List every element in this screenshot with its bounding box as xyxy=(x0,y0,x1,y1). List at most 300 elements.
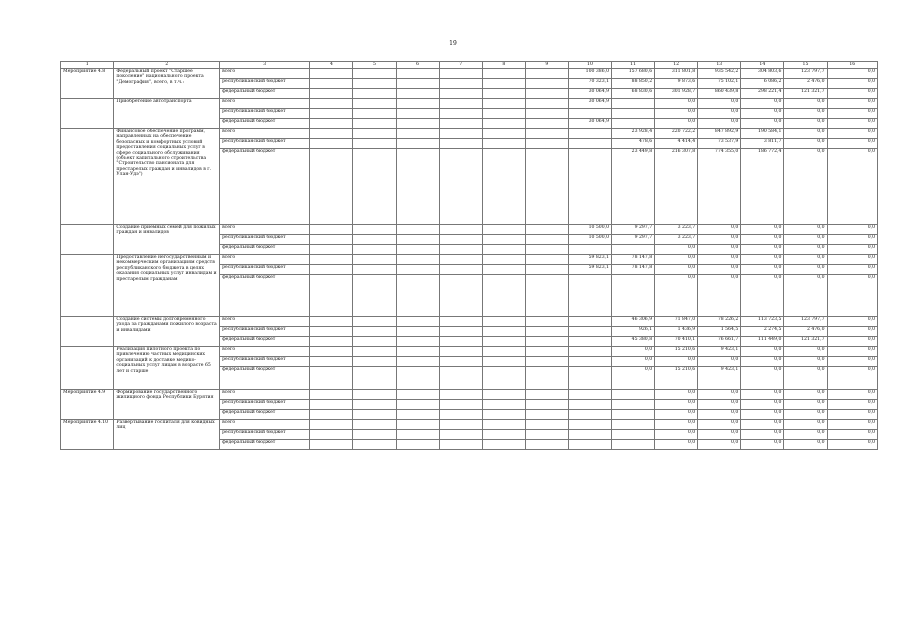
empty-cell xyxy=(310,89,353,99)
measure-name-cell: Развертывание госпиталя для ковидных лиц xyxy=(114,420,220,450)
funding-source-cell: республиканский бюджет xyxy=(220,139,310,149)
measure-name-cell: Реализация пилотного проекта по привлечению частных медицинских организаций к доставке медико-социальных услуг лицам в возрасте 65 лет и старше xyxy=(114,347,220,390)
value-cell: 0,0 xyxy=(698,235,741,245)
value-cell: 0,0 xyxy=(784,235,827,245)
empty-cell xyxy=(525,225,568,235)
value-cell: 0,0 xyxy=(741,245,784,255)
header-cell: 12 xyxy=(655,62,698,69)
empty-cell xyxy=(525,109,568,119)
value-cell: 10 500,0 xyxy=(568,225,611,235)
value-cell: 0,0 xyxy=(784,420,827,430)
value-cell: 0,0 xyxy=(655,410,698,420)
value-cell: 0,0 xyxy=(784,357,827,367)
empty-cell xyxy=(310,99,353,109)
funding-source-cell: республиканский бюджет xyxy=(220,327,310,337)
empty-cell xyxy=(482,347,525,357)
funding-source-cell: всего xyxy=(220,99,310,109)
value-cell: 10 500,0 xyxy=(568,235,611,245)
empty-cell xyxy=(310,149,353,225)
value-cell: 0,0 xyxy=(612,347,655,357)
value-cell xyxy=(612,245,655,255)
table-row xyxy=(61,99,878,109)
value-cell: 847 892,9 xyxy=(698,129,741,139)
value-cell: 0,0 xyxy=(784,99,827,109)
header-cell: 9 xyxy=(525,62,568,69)
empty-cell xyxy=(353,149,396,225)
empty-cell xyxy=(525,255,568,265)
empty-cell xyxy=(525,275,568,317)
empty-cell xyxy=(525,69,568,79)
value-cell: 15 210,6 xyxy=(655,347,698,357)
value-cell: 0,0 xyxy=(655,275,698,317)
measure-number-cell xyxy=(61,347,114,390)
empty-cell xyxy=(482,420,525,430)
value-cell: 0,0 xyxy=(827,327,878,337)
empty-cell xyxy=(396,275,439,317)
funding-source-cell: всего xyxy=(220,69,310,79)
value-cell: 0,0 xyxy=(741,255,784,265)
empty-cell xyxy=(396,119,439,129)
empty-cell xyxy=(525,390,568,400)
empty-cell xyxy=(353,235,396,245)
value-cell: 78 147,8 xyxy=(612,255,655,265)
table-row xyxy=(61,347,878,357)
value-cell: 0,0 xyxy=(827,430,878,440)
page-number: 19 xyxy=(449,40,457,47)
empty-cell xyxy=(525,245,568,255)
empty-cell xyxy=(396,89,439,99)
value-cell: 76 661,7 xyxy=(698,337,741,347)
value-cell: 0,0 xyxy=(784,275,827,317)
value-cell: 73 537,9 xyxy=(698,139,741,149)
value-cell xyxy=(568,129,611,139)
value-cell: 0,0 xyxy=(741,99,784,109)
value-cell: 0,0 xyxy=(698,275,741,317)
table-row xyxy=(61,317,878,327)
value-cell: 0,0 xyxy=(827,390,878,400)
value-cell xyxy=(568,245,611,255)
empty-cell xyxy=(439,119,482,129)
empty-cell xyxy=(482,119,525,129)
measure-name-cell: Финансовое обеспечение программ, направленных на обеспечение безопасных и комфортных условий предоставления социальных услуг в сфере социального обслуживания (объект капитального строительства "Строительство пансионата для престарелых граждан и инвалидов в г. Улан-Удэ") xyxy=(114,129,220,225)
value-cell xyxy=(568,410,611,420)
empty-cell xyxy=(439,430,482,440)
empty-cell xyxy=(396,139,439,149)
header-cell: 1 xyxy=(61,62,114,69)
empty-cell xyxy=(525,317,568,327)
empty-cell xyxy=(353,400,396,410)
empty-cell xyxy=(353,129,396,139)
value-cell: 0,0 xyxy=(655,440,698,450)
empty-cell xyxy=(439,255,482,265)
empty-cell xyxy=(525,139,568,149)
empty-cell xyxy=(310,255,353,265)
value-cell: 0,0 xyxy=(698,400,741,410)
empty-cell xyxy=(439,265,482,275)
empty-cell xyxy=(482,255,525,265)
empty-cell xyxy=(310,109,353,119)
value-cell: 0,0 xyxy=(655,109,698,119)
funding-source-cell: республиканский бюджет xyxy=(220,235,310,245)
value-cell: 123 797,7 xyxy=(784,317,827,327)
empty-cell xyxy=(525,357,568,367)
empty-cell xyxy=(482,225,525,235)
value-cell xyxy=(612,390,655,400)
empty-cell xyxy=(396,225,439,235)
empty-cell xyxy=(482,79,525,89)
header-cell: 3 xyxy=(220,62,310,69)
value-cell: 6 086,2 xyxy=(741,79,784,89)
value-cell: 0,0 xyxy=(827,225,878,235)
value-cell: 0,0 xyxy=(784,129,827,139)
value-cell: 9 873,6 xyxy=(655,79,698,89)
empty-cell xyxy=(396,327,439,337)
value-cell: 298 221,4 xyxy=(741,89,784,99)
value-cell: 0,0 xyxy=(784,119,827,129)
empty-cell xyxy=(525,99,568,109)
value-cell: 0,0 xyxy=(698,245,741,255)
value-cell: 0,0 xyxy=(784,265,827,275)
empty-cell xyxy=(353,420,396,430)
value-cell xyxy=(612,430,655,440)
header-cell: 7 xyxy=(439,62,482,69)
measure-number-cell xyxy=(61,99,114,129)
value-cell: 0,0 xyxy=(784,367,827,390)
empty-cell xyxy=(396,440,439,450)
empty-cell xyxy=(396,400,439,410)
empty-cell xyxy=(525,410,568,420)
empty-cell xyxy=(353,357,396,367)
value-cell: 0,0 xyxy=(612,357,655,367)
value-cell: 0,0 xyxy=(827,357,878,367)
value-cell: 0,0 xyxy=(784,400,827,410)
empty-cell xyxy=(525,337,568,347)
empty-cell xyxy=(525,420,568,430)
funding-source-cell: республиканский бюджет xyxy=(220,109,310,119)
empty-cell xyxy=(439,420,482,430)
table-row xyxy=(61,390,878,400)
empty-cell xyxy=(482,235,525,245)
value-cell: 46 306,9 xyxy=(612,317,655,327)
value-cell: 216 307,8 xyxy=(655,149,698,225)
measure-number-cell xyxy=(61,129,114,225)
empty-cell xyxy=(353,89,396,99)
empty-cell xyxy=(396,317,439,327)
value-cell: 0,0 xyxy=(655,265,698,275)
empty-cell xyxy=(482,275,525,317)
value-cell: 70 323,1 xyxy=(568,79,611,89)
value-cell: 9 297,7 xyxy=(612,235,655,245)
empty-cell xyxy=(525,119,568,129)
value-cell: 23 449,8 xyxy=(612,149,655,225)
value-cell: 0,0 xyxy=(698,265,741,275)
value-cell xyxy=(612,400,655,410)
empty-cell xyxy=(310,327,353,337)
value-cell: 0,0 xyxy=(784,149,827,225)
empty-cell xyxy=(396,347,439,357)
empty-cell xyxy=(310,69,353,79)
value-cell: 0,0 xyxy=(698,357,741,367)
value-cell: 0,0 xyxy=(655,400,698,410)
value-cell: 0,0 xyxy=(612,367,655,390)
value-cell: 0,0 xyxy=(741,225,784,235)
funding-source-cell: федеральный бюджет xyxy=(220,275,310,317)
value-cell: 0,0 xyxy=(741,347,784,357)
value-cell xyxy=(568,327,611,337)
empty-cell xyxy=(353,327,396,337)
funding-source-cell: республиканский бюджет xyxy=(220,265,310,275)
empty-cell xyxy=(525,367,568,390)
empty-cell xyxy=(439,79,482,89)
value-cell: 0,0 xyxy=(655,357,698,367)
empty-cell xyxy=(353,410,396,420)
empty-cell xyxy=(310,235,353,245)
value-cell: 0,0 xyxy=(698,119,741,129)
value-cell: 301 928,7 xyxy=(655,89,698,99)
value-cell: 478,6 xyxy=(612,139,655,149)
value-cell: 0,0 xyxy=(784,255,827,265)
empty-cell xyxy=(396,367,439,390)
empty-cell xyxy=(482,109,525,119)
funding-source-cell: республиканский бюджет xyxy=(220,400,310,410)
budget-table xyxy=(60,61,878,450)
empty-cell xyxy=(439,317,482,327)
empty-cell xyxy=(310,420,353,430)
value-cell: 0,0 xyxy=(827,367,878,390)
empty-cell xyxy=(396,149,439,225)
value-cell xyxy=(568,109,611,119)
value-cell: 23 928,4 xyxy=(612,129,655,139)
header-cell: 11 xyxy=(612,62,655,69)
table-row xyxy=(61,255,878,265)
empty-cell xyxy=(310,265,353,275)
empty-cell xyxy=(482,89,525,99)
empty-cell xyxy=(525,89,568,99)
header-cell: 2 xyxy=(114,62,220,69)
value-cell: 59 823,1 xyxy=(568,265,611,275)
empty-cell xyxy=(482,390,525,400)
empty-cell xyxy=(396,235,439,245)
value-cell: 0,0 xyxy=(784,440,827,450)
funding-source-cell: всего xyxy=(220,390,310,400)
value-cell: 0,0 xyxy=(655,245,698,255)
value-cell: 111 449,0 xyxy=(741,337,784,347)
measure-name-cell: Федеральный проект "Старшее поколение" национального проекта "Демография", всего, в т.ч.: xyxy=(114,69,220,99)
empty-cell xyxy=(439,400,482,410)
value-cell: 0,0 xyxy=(741,440,784,450)
empty-cell xyxy=(310,317,353,327)
header-cell: 15 xyxy=(784,62,827,69)
empty-cell xyxy=(396,337,439,347)
value-cell: 0,0 xyxy=(827,99,878,109)
empty-cell xyxy=(353,367,396,390)
value-cell: 0,0 xyxy=(655,255,698,265)
value-cell: 2 274,5 xyxy=(741,327,784,337)
value-cell: 70 410,1 xyxy=(655,337,698,347)
value-cell: 0,0 xyxy=(827,245,878,255)
measure-number-cell xyxy=(61,225,114,255)
value-cell: 0,0 xyxy=(827,129,878,139)
funding-source-cell: республиканский бюджет xyxy=(220,430,310,440)
empty-cell xyxy=(439,139,482,149)
empty-cell xyxy=(482,367,525,390)
empty-cell xyxy=(525,235,568,245)
empty-cell xyxy=(310,119,353,129)
value-cell: 0,0 xyxy=(827,347,878,357)
value-cell: 2 476,0 xyxy=(784,79,827,89)
value-cell xyxy=(612,119,655,129)
empty-cell xyxy=(482,99,525,109)
funding-source-cell: всего xyxy=(220,129,310,139)
funding-source-cell: всего xyxy=(220,347,310,357)
value-cell xyxy=(612,109,655,119)
empty-cell xyxy=(353,255,396,265)
empty-cell xyxy=(353,265,396,275)
header-cell: 10 xyxy=(568,62,611,69)
empty-cell xyxy=(353,275,396,317)
empty-cell xyxy=(439,327,482,337)
value-cell: 123 797,7 xyxy=(784,69,827,79)
empty-cell xyxy=(439,69,482,79)
value-cell: 1 564,5 xyxy=(698,327,741,337)
empty-cell xyxy=(439,129,482,139)
value-cell: 113 723,5 xyxy=(741,317,784,327)
value-cell: 0,0 xyxy=(784,245,827,255)
measure-name-cell: Предоставление негосударственным и некоммерческим организациям средств республиканского бюджета в целях оказания социальных услуг инвалидам и престарелым гражданам xyxy=(114,255,220,317)
value-cell xyxy=(568,430,611,440)
value-cell: 926,1 xyxy=(612,327,655,337)
measure-name-cell: Создание системы долговременного ухода за гражданами пожилого возраста и инвалидами xyxy=(114,317,220,347)
value-cell xyxy=(612,440,655,450)
funding-source-cell: федеральный бюджет xyxy=(220,89,310,99)
empty-cell xyxy=(310,390,353,400)
value-cell: 30 064,9 xyxy=(568,89,611,99)
empty-cell xyxy=(439,109,482,119)
value-cell: 0,0 xyxy=(741,367,784,390)
value-cell xyxy=(568,390,611,400)
funding-source-cell: всего xyxy=(220,255,310,265)
value-cell: 3 223,7 xyxy=(655,225,698,235)
value-cell xyxy=(568,367,611,390)
value-cell: 0,0 xyxy=(827,89,878,99)
funding-source-cell: федеральный бюджет xyxy=(220,119,310,129)
value-cell: 0,0 xyxy=(827,265,878,275)
value-cell xyxy=(612,275,655,317)
empty-cell xyxy=(353,245,396,255)
table-row xyxy=(61,225,878,235)
empty-cell xyxy=(396,129,439,139)
empty-cell xyxy=(525,129,568,139)
empty-cell xyxy=(482,440,525,450)
empty-cell xyxy=(482,317,525,327)
empty-cell xyxy=(525,440,568,450)
value-cell: 0,0 xyxy=(698,420,741,430)
empty-cell xyxy=(482,149,525,225)
empty-cell xyxy=(310,357,353,367)
value-cell: 0,0 xyxy=(784,410,827,420)
value-cell: 304 803,6 xyxy=(741,69,784,79)
funding-source-cell: федеральный бюджет xyxy=(220,149,310,225)
value-cell: 220 722,2 xyxy=(655,129,698,139)
value-cell: 0,0 xyxy=(741,420,784,430)
empty-cell xyxy=(353,139,396,149)
table-row xyxy=(61,420,878,430)
funding-source-cell: республиканский бюджет xyxy=(220,357,310,367)
value-cell xyxy=(568,337,611,347)
empty-cell xyxy=(482,139,525,149)
empty-cell xyxy=(353,69,396,79)
empty-cell xyxy=(353,390,396,400)
value-cell: 2 476,0 xyxy=(784,327,827,337)
value-cell: 0,0 xyxy=(741,390,784,400)
header-cell: 5 xyxy=(353,62,396,69)
value-cell xyxy=(568,440,611,450)
value-cell: 0,0 xyxy=(827,119,878,129)
empty-cell xyxy=(396,390,439,400)
empty-cell xyxy=(310,440,353,450)
empty-cell xyxy=(482,69,525,79)
value-cell: 9 423,1 xyxy=(698,367,741,390)
empty-cell xyxy=(439,149,482,225)
empty-cell xyxy=(310,430,353,440)
empty-cell xyxy=(439,367,482,390)
funding-source-cell: федеральный бюджет xyxy=(220,410,310,420)
value-cell: 0,0 xyxy=(698,390,741,400)
empty-cell xyxy=(310,129,353,139)
value-cell xyxy=(612,420,655,430)
empty-cell xyxy=(353,79,396,89)
value-cell: 45 380,8 xyxy=(612,337,655,347)
empty-cell xyxy=(396,109,439,119)
empty-cell xyxy=(396,420,439,430)
value-cell: 0,0 xyxy=(655,390,698,400)
value-cell: 0,0 xyxy=(741,109,784,119)
empty-cell xyxy=(396,430,439,440)
measure-number-cell: Мероприятие 4.9 xyxy=(61,390,114,420)
value-cell: 88 850,2 xyxy=(612,79,655,89)
value-cell: 0,0 xyxy=(784,390,827,400)
value-cell: 0,0 xyxy=(827,275,878,317)
value-cell: 0,0 xyxy=(698,109,741,119)
value-cell xyxy=(568,420,611,430)
value-cell: 0,0 xyxy=(827,149,878,225)
empty-cell xyxy=(525,149,568,225)
empty-cell xyxy=(525,79,568,89)
funding-source-cell: федеральный бюджет xyxy=(220,245,310,255)
value-cell: 78 147,8 xyxy=(612,265,655,275)
empty-cell xyxy=(353,347,396,357)
empty-cell xyxy=(310,245,353,255)
empty-cell xyxy=(353,430,396,440)
value-cell: 0,0 xyxy=(741,430,784,440)
value-cell: 68 830,6 xyxy=(612,89,655,99)
empty-cell xyxy=(439,89,482,99)
value-cell xyxy=(568,400,611,410)
value-cell: 30 064,9 xyxy=(568,119,611,129)
value-cell: 3 223,7 xyxy=(655,235,698,245)
value-cell: 0,0 xyxy=(827,337,878,347)
value-cell xyxy=(568,347,611,357)
value-cell: 15 210,6 xyxy=(655,367,698,390)
empty-cell xyxy=(482,357,525,367)
funding-source-cell: всего xyxy=(220,317,310,327)
value-cell xyxy=(612,99,655,109)
value-cell: 0,0 xyxy=(698,255,741,265)
funding-source-cell: федеральный бюджет xyxy=(220,440,310,450)
value-cell: 0,0 xyxy=(827,69,878,79)
value-cell: 0,0 xyxy=(827,440,878,450)
value-cell: 59 823,1 xyxy=(568,255,611,265)
